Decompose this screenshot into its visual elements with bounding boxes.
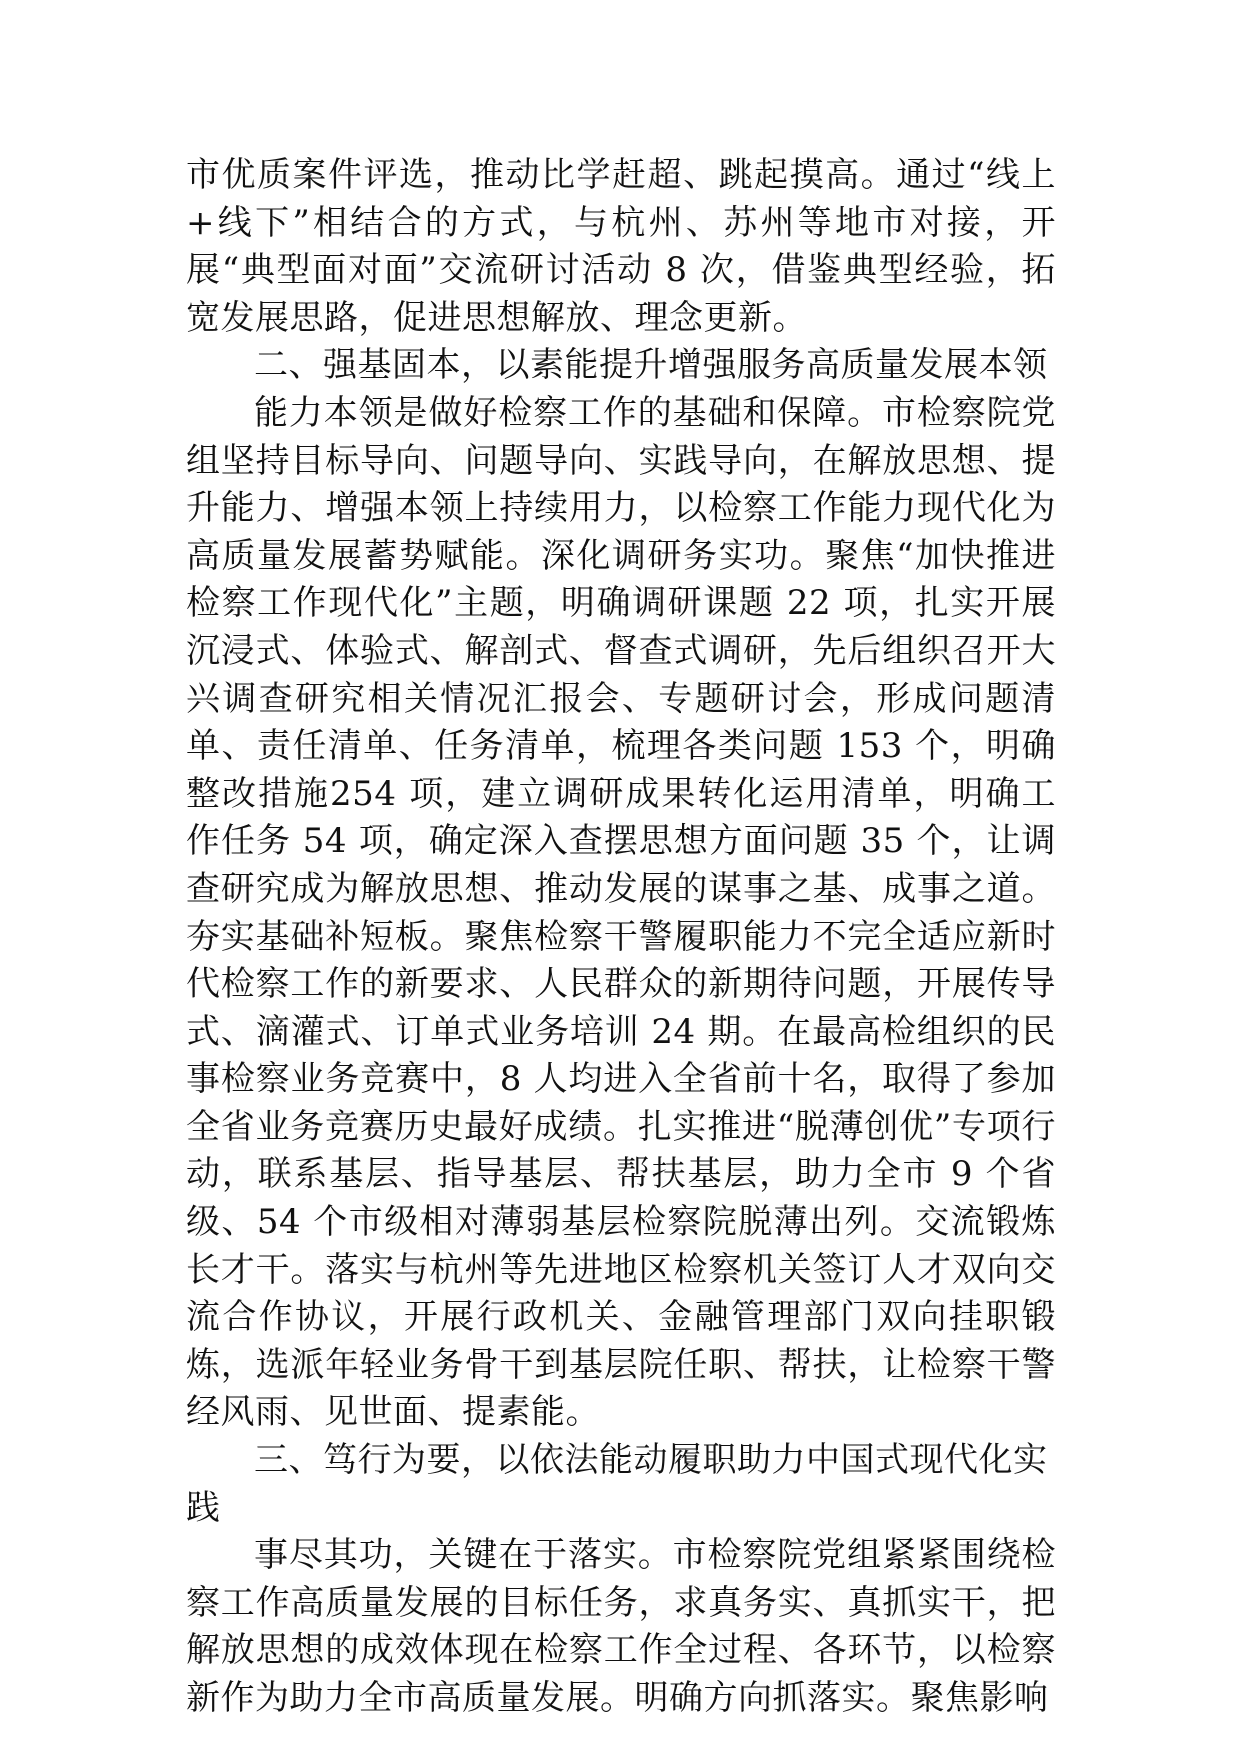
section-heading-2: 二、强基固本，以素能提升增强服务高质量发展本领 xyxy=(254,345,1048,386)
section-heading-3: 三、笃行为要，以依法能动履职助力中国式现代化实践 xyxy=(186,1440,1048,1528)
paragraph-section-3: 事尽其功，关键在于落实。市检察院党组紧紧围绕检察工作高质量发展的目标任务，求真务实、真抓实干，把解放思想的成效体现在检察工作全过程、各环节，以检察新作为助力全市高质量发展。明确方向抓落实。聚焦影响 xyxy=(186,1535,1056,1718)
document-page xyxy=(186,152,1056,1723)
paragraph-continuation: 市优质案件评选，推动比学赶超、跳起摸高。通过“线上+线下”相结合的方式，与杭州、苏州等地市对接，开展“典型面对面”交流研讨活动 8 次，借鉴典型经验，拓宽发展思路，促进思想解放、理念更新。 xyxy=(186,155,1056,338)
paragraph-section-2: 能力本领是做好检察工作的基础和保障。市检察院党组坚持目标导向、问题导向、实践导向，在解放思想、提升能力、增强本领上持续用力，以检察工作能力现代化为高质量发展蓄势赋能。深化调研务实功。聚焦“加快推进检察工作现代化”主题，明确调研课题 22 项，扎实开展沉浸式、体验式、解剖式、督查式调研，先后组织召开大兴调查研究相关情况汇报会、专题研讨会，形成问题清单、责任清单、任务清单，梳理各类问题 153 个，明确整改措施254 项，建立调研成果转化运用清单，明确工作任务 54 项，确定深入查摆思想方面问题 35 个，让调查研究成为解放思想、推动发展的谋事之基、成事之道。夯实基础补短板。聚焦检察干警履职能力不完全适应新时代检察工作的新要求、人民群众的新期待问题，开展传导式、滴灌式、订单式业务培训 24 期。在最高检组织的民事检察业务竞赛中，8 人均进入全省前十名，取得了参加全省业务竞赛历史最好成绩。扎实推进“脱薄创优”专项行动，联系基层、指导基层、帮扶基层，助力全市 9 个省级、54 个市级相对薄弱基层检察院脱薄出列。交流锻炼长才干。落实与杭州等先进地区检察机关签订人才双向交流合作协议，开展行政机关、金融管理部门双向挂职锻炼，选派年轻业务骨干到基层院任职、帮扶，让检察干警经风雨、见世面、提素能。 xyxy=(186,392,1056,1433)
